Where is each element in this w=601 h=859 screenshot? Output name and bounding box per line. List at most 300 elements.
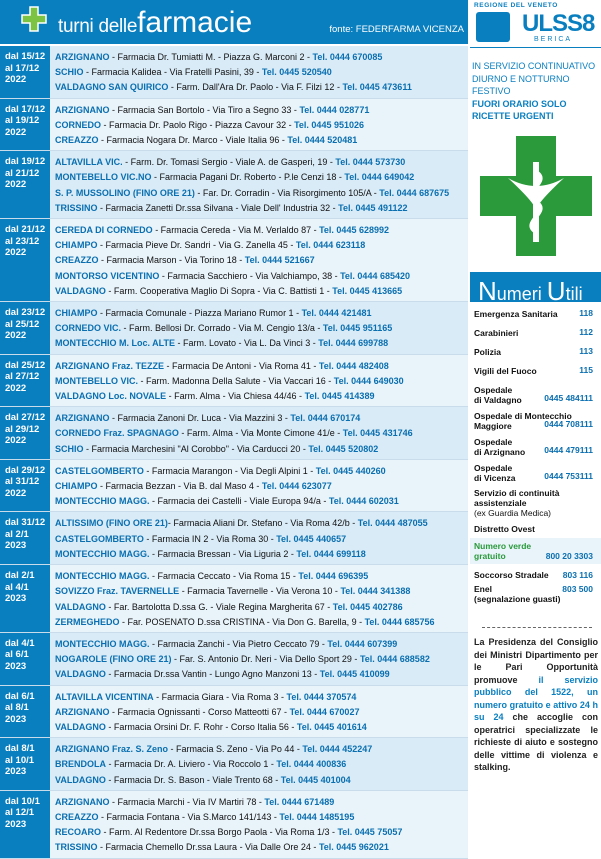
pharmacy-tel: Tel. 0444 452247 [302,744,373,755]
pharmacy-line [55,494,468,509]
pharmacy-line [55,155,468,170]
pharmacy-tel: Tel. 0445 431746 [342,428,413,439]
turno-pharmacies [50,460,468,512]
pharmacy-line [55,238,468,253]
pharmacy-info: - Farmacia Giara - Via Roma 3 - [153,691,287,702]
pharmacy-tel: Tel. 0444 1485195 [279,811,355,822]
pharmacy-tel: Tel. 0444 400836 [276,759,347,770]
turno-pharmacies [50,151,468,218]
turni-list [0,46,468,859]
pharmacy-line [55,442,468,457]
turno-pharmacies [50,219,468,301]
pharmacy-info: - Farmacia Marchi - Via IV Martiri 78 - [109,796,265,807]
turno-date [0,151,50,218]
pharmacy-info: - Farm. Al Redentore Dr.ssa Borgo Paola - Via Roma 1/3 - [101,827,338,838]
pharmacy-info: - Farmacia Marchesini "Al Corobbo" - Via Carducci 20 - [83,443,309,454]
pharmacy-tel: Tel. 0445 440657 [276,533,347,544]
pharmacy-town: CASTELGOMBERTO [55,465,144,476]
pharmacy-town: MONTEBELLO VIC. [55,375,138,386]
pharmacy-info: - Farmacia Dr.ssa Vantin - Lungo Agno Manzoni 13 - [105,669,320,680]
pharmacy-info: - Farmacia Bressan - Via Liguria 2 - [149,548,297,559]
pharmacy-tel: Tel. 0444 670174 [290,413,361,424]
pharmacy-line [55,223,468,238]
pharmacy-line [55,757,468,772]
turno-date [0,355,50,407]
date-line: 2023 [5,766,27,778]
pharmacy-info: - Farmacia Kalidea - Via Fratelli Pasini, 39 - [83,67,262,78]
pharmacy-tel: Tel. 0445 414389 [304,391,375,402]
date-line: 2023 [5,660,27,672]
pharmacy-tel: Tel. 0444 482408 [318,360,389,371]
ospedale-item: Ospedale di Arzignano 0444 479111 [474,437,593,457]
date-line: dal 17/12 [5,103,46,115]
pharmacy-tel: Tel. 0444 699788 [318,338,389,349]
pharmacy-tel: Tel. 0445 413665 [332,285,403,296]
pharmacy-tel: Tel. 0444 341388 [340,586,411,597]
pharmacy-tel: Tel. 0445 951165 [322,323,393,334]
turno-pharmacies [50,686,468,738]
date-line: al 4/1 [5,581,29,593]
date-line: al 17/12 [5,62,40,74]
turno-row [0,460,468,513]
pharmacy-tel: Tel. 0444 649042 [344,172,415,183]
pharmacy-line [55,810,468,825]
turno-date [0,686,50,738]
pharmacy-tel: Tel. 0444 688582 [359,654,430,665]
date-line: dal 31/12 [5,517,46,529]
pharmacy-town: TRISSINO [55,202,98,213]
ulss-logo [470,0,601,48]
pharmacy-line [55,569,468,584]
date-line: dal 19/12 [5,156,46,168]
soccorso-item: Soccorso Stradale 803 116 [474,570,593,580]
turno-date [0,302,50,354]
turno-date [0,512,50,564]
pharmacy-tel: Tel. 0445 401004 [280,774,351,785]
numero-verde-item: Numero verde gratuito 800 20 3303 [470,538,601,564]
date-line: dal 2/1 [5,570,35,582]
pharmacy-info: - Farmacia Zanchi - Via Pietro Ceccato 79 - [149,638,328,649]
pharmacy-tel: Tel. 0444 573730 [335,157,406,168]
turno-pharmacies [50,738,468,790]
turno-row [0,302,468,355]
pharmacy-line [55,795,468,810]
date-line: al 27/12 [5,371,40,383]
pharmacy-town: CREAZZO [55,255,99,266]
pharmacy-line [55,65,468,80]
enel-item: Enel (segnalazione guasti) 803 500 [474,584,593,604]
pharmacy-line [55,464,468,479]
pharmacy-line [55,118,468,133]
page-title: turni dellefarmacie [58,6,253,39]
numero-item: Emergenza Sanitaria 118 [474,308,593,319]
numero-item: Polizia 113 [474,346,593,357]
pharmacy-town: CHIAMPO [55,240,98,251]
date-line: al 23/12 [5,235,40,247]
pharmacy-info: - Farmacia Chemello Dr.ssa Laura - Via Dalle Ore 24 - [97,842,319,853]
pharmacy-line [55,690,468,705]
pharmacy-line [55,306,468,321]
pharmacy-info: - Farmacia Zanoni Dr. Luca - Via Mazzini 3 - [109,413,291,424]
divider [482,627,592,628]
pharmacy-line [55,637,468,652]
pharmacy-tel: Tel. 0445 962021 [318,842,389,853]
pharmacy-town: SCHIO [55,443,84,454]
pharmacy-info: - Farm. Cooperativa Maglio Di Sopra - Via C. Battisti 1 - [105,285,333,296]
pharmacy-info: - Farmacia San Bortolo - Via Tiro a Segno 33 - [109,104,300,115]
date-line: 2022 [5,74,27,85]
pharmacy-town: CASTELGOMBERTO [55,533,144,544]
pharmacy-info: - Farmacia Comunale - Piazza Mariano Rumor 1 - [97,308,302,319]
pharmacy-town: CEREDA DI CORNEDO [55,225,153,236]
pharmacy-tel: Tel. 0445 402786 [332,601,403,612]
pharmacy-town: ARZIGNANO [55,52,110,62]
pharmacy-tel: Tel. 0444 520481 [287,135,358,146]
pharmacy-town: VALDAGNO [55,774,106,785]
pharmacy-town: SOVIZZO Fraz. TAVERNELLE [55,586,180,597]
pharmacy-town: VALDAGNO [55,669,106,680]
pharmacy-tel: Tel. 0444 421481 [301,308,372,319]
pharmacy-town: MONTECCHIO MAGG. [55,638,150,649]
date-line: dal 27/12 [5,412,46,424]
caduceus-cross-icon [478,132,594,260]
date-line: 2022 [5,330,27,342]
pharmacy-tel: Tel. 0444 696395 [298,571,369,582]
date-line: dal 8/1 [5,743,35,755]
turno-row [0,738,468,791]
numero-item: Carabinieri 112 [474,327,593,338]
pharmacy-info: - Far. POSENATO D.ssa CRISTINA - Via Don G. Barella, 9 - [119,616,365,627]
sidebar [470,0,601,772]
pharmacy-town: ZERMEGHEDO [55,616,120,627]
turno-row [0,151,468,219]
date-line: al 31/12 [5,476,40,488]
pharmacy-town: CHIAMPO [55,308,98,319]
pharmacy-town: VALDAGNO SAN QUIRICO [55,82,169,93]
pharmacy-tel: Tel. 0444 671489 [264,796,335,807]
pharmacy-info: - Farmacia Sacchiero - Via Valchiampo, 38 - [159,270,341,281]
pharmacy-line [55,133,468,148]
pharmacy-tel: Tel. 0444 699118 [296,548,366,559]
service-info [472,60,601,123]
pharmacy-info: - Farmacia Marson - Via Torino 18 - [98,255,245,266]
date-line: 2022 [5,179,27,191]
pharmacy-town: MONTECCHIO M. Loc. ALTE [55,338,175,349]
pharmacy-line [55,80,468,95]
service-line: DIURNO E NOTTURNO [472,73,570,84]
pharmacy-info: - Farm. Alma - Via Monte Cimone 41/e - [178,428,343,439]
pharmacy-info: - Farmacia Nogara Dr. Marco - Viale Italia 96 - [98,135,288,146]
turno-pharmacies [50,355,468,407]
pharmacy-tel: Tel. 0445 440260 [315,465,386,476]
pharmacy-cross-icon [20,5,48,33]
pharmacy-line [55,584,468,599]
pharmacy-tel: Tel. 0445 520540 [261,67,332,78]
pharmacy-info: - Farm. Madonna Della Salute - Via Vaccari 16 - [138,375,334,386]
pharmacy-town: MONTECCHIO MAGG. [55,571,150,582]
pharmacy-info: - Farm. Bellosi Dr. Corrado - Via M. Cengio 13/a - [121,323,323,334]
pharmacy-tel: Tel. 0444 623118 [295,240,366,251]
pharmacy-tel: Tel. 0445 628992 [319,225,389,236]
date-line: dal 6/1 [5,690,35,702]
service-line: IN SERVIZIO CONTINUATIVO [472,61,596,71]
pharmacy-town: ALTISSIMO (FINO ORE 21) [55,518,168,529]
date-line: dal 21/12 [5,224,46,236]
turno-pharmacies [50,633,468,685]
date-line: 2023 [5,593,27,605]
pharmacy-town: SCHIO [55,67,84,78]
pharmacy-info: - Farmacia Pagani Dr. Roberto - P.le Cenzi 18 - [151,172,345,183]
pharmacy-tel: Tel. 0445 520802 [308,443,379,454]
pharmacy-line [55,705,468,720]
pharmacy-line [55,201,468,216]
pharmacy-town: S. P. MUSSOLINO (FINO ORE 21) [55,187,195,198]
date-line: 2022 [5,382,27,394]
pharmacy-info: - Farm. Dr. Tomasi Sergio - Viale A. de Gasperi, 19 - [122,157,336,168]
pharmacy-info: - Farmacia De Antoni - Via Roma 41 - [164,360,319,371]
distretto-item: Distretto Ovest [474,524,535,534]
pharmacy-town: CORNEDO VIC. [55,323,122,334]
pharmacy-town: CHIAMPO [55,481,98,492]
pharmacy-line [55,170,468,185]
date-line: 2023 [5,818,27,830]
pharmacy-info: - Farmacia Fontana - Via S.Marco 141/143 - [98,811,280,822]
date-line: dal 15/12 [5,51,46,62]
turno-row [0,46,468,99]
pharmacy-info: - Farmacia Marangon - Via Degli Alpini 1 - [143,465,316,476]
pharmacy-info: - Farmacia Pieve Dr. Sandri - Via G. Zanella 45 - [97,240,296,251]
turno-pharmacies [50,46,468,98]
pharmacy-town: CREAZZO [55,135,99,146]
date-line: 2022 [5,247,27,259]
pharmacy-town: CORNEDO [55,119,102,130]
turno-row [0,355,468,408]
pharmacy-info: - Farm. Dall'Ara Dr. Paolo - Via F. Filzi 12 - [168,82,343,93]
pharmacy-line [55,426,468,441]
numero-item: Vigili del Fuoco 115 [474,365,593,376]
pharmacy-line [55,253,468,268]
pharmacy-info: - Far. Bartolotta D.ssa G. - Viale Regina Margherita 67 - [105,601,333,612]
pharmacy-tel: Tel. 0444 521667 [244,255,315,266]
pharmacy-line [55,516,468,531]
pharmacy-info: - Farmacia Aliani Dr. Stefano - Via Roma 42/b - [167,518,358,529]
turno-date [0,99,50,151]
pharmacy-line [55,374,468,389]
date-line: al 25/12 [5,318,40,330]
date-line: 2023 [5,540,27,552]
date-line: 2022 [5,487,27,499]
pharmacy-tel: Tel. 0444 487055 [357,518,428,529]
pharmacy-tel: Tel. 0444 670085 [312,52,383,62]
pharmacy-info: - Far. S. Antonio Dr. Neri - Via Dello Sport 29 - [171,654,360,665]
pharmacy-info: - Farmacia Zanetti Dr.ssa Silvana - Viale Dell' Industria 32 - [97,202,339,213]
pharmacy-line [55,667,468,682]
turno-row [0,512,468,565]
pharmacy-line [55,103,468,118]
pharmacy-info: - Farmacia Dr. A. Liviero - Via Roccolo 1 - [106,759,277,770]
pharmacy-info: - Farmacia Bezzan - Via B. dal Maso 4 - [97,481,262,492]
pharmacy-tel: Tel. 0445 473611 [342,82,412,93]
pharmacy-line [55,186,468,201]
turno-row [0,99,468,152]
pharmacy-info: - Farmacia Dr. S. Bason - Viale Trento 68 - [105,774,281,785]
pharmacy-line [55,479,468,494]
date-line: al 8/1 [5,702,29,714]
pharmacy-town: VALDAGNO Loc. NOVALE [55,391,167,402]
pharmacy-tel: Tel. 0445 410099 [319,669,390,680]
pharmacy-tel: Tel. 0444 687675 [379,187,450,198]
pharmacy-info: - Farmacia Cereda - Via M. Verlaldo 87 - [152,225,320,236]
pharmacy-line [55,840,468,855]
turno-pharmacies [50,99,468,151]
pharmacy-info: - Farmacia Dr. Paolo Rigo - Piazza Cavour 32 - [101,119,295,130]
pharmacy-line [55,742,468,757]
pharmacy-info: - Farmacia Ceccato - Via Roma 15 - [149,571,299,582]
pharmacy-info: - Farmacia Tavernelle - Via Verona 10 - [179,586,341,597]
pharmacy-tel: Tel. 0444 685756 [364,616,435,627]
pharmacy-town: MONTEBELLO VIC.NO [55,172,152,183]
pharmacy-town: VALDAGNO [55,601,106,612]
turno-pharmacies [50,791,468,858]
seal-icon [476,12,510,42]
pharmacy-tel: Tel. 0445 491122 [338,202,408,213]
source-label: fonte: FEDERFARMA VICENZA [329,24,464,35]
pharmacy-tel: Tel. 0444 670027 [289,706,360,717]
pharmacy-town: NOGAROLE (FINO ORE 21) [55,654,172,665]
pharmacy-line [55,615,468,630]
turno-row [0,565,468,633]
pharmacy-line [55,321,468,336]
date-line: al 6/1 [5,649,29,661]
pharmacy-line [55,547,468,562]
pharmacy-line [55,773,468,788]
pharmacy-line [55,532,468,547]
pharmacy-town: ARZIGNANO [55,413,110,424]
pharmacy-tel: Tel. 0444 649030 [333,375,404,386]
pharmacy-tel: Tel. 0444 370574 [286,691,357,702]
pharmacy-info: - Farmacia IN 2 - Via Roma 30 - [143,533,277,544]
date-line: al 2/1 [5,528,29,540]
header-bar [0,0,468,44]
turno-pharmacies [50,565,468,632]
berica-label: BERICA [534,36,573,43]
date-line: dal 25/12 [5,359,46,371]
pharmacy-info: - Far. Dr. Corradin - Via Risorgimento 105/A - [194,187,380,198]
date-line: dal 4/1 [5,637,35,649]
turno-row [0,791,468,859]
pharmacy-town: TRISSINO [55,842,98,853]
pharmacy-info: - Farm. Alma - Via Chiesa 44/46 - [166,391,305,402]
pharmacy-info: - Farmacia Dr. Tumiatti M. - Piazza G. Marconi 2 - [109,52,313,62]
pharmacy-line [55,600,468,615]
pharmacy-town: ARZIGNANO [55,706,110,717]
date-line: al 12/1 [5,807,35,819]
pharmacy-town: RECOARO [55,827,102,838]
pharmacy-info: - Farmacia Orsini Dr. F. Rohr - Corso Italia 56 - [105,721,297,732]
date-line: 2023 [5,713,27,725]
pharmacy-tel: Tel. 0444 623077 [261,481,332,492]
date-line: dal 23/12 [5,307,46,319]
pharmacy-town: ARZIGNANO Fraz. TEZZE [55,360,165,371]
turno-row [0,633,468,686]
pharmacy-line [55,720,468,735]
numeri-list [470,304,601,608]
turno-date [0,633,50,685]
pharmacy-tel: Tel. 0444 028771 [299,104,370,115]
pharmacy-town: ARZIGNANO [55,796,110,807]
date-line: 2022 [5,435,27,447]
notice-1522: La Presidenza del Consiglio dei Ministri Dipartimento per le Pari Opportunità promuove il servizio pubblico del 1522, un numero gratuito e attivo 24 h su 24 che accoglie con operatrici specializzate le richieste di aiuto e sostegno delle vittime di violenza e stalking. [474,637,599,772]
ospedale-item: Ospedale di Montecchio Maggiore 0444 708111 [474,411,593,431]
date-line: al 19/12 [5,115,40,127]
pharmacy-town: VALDAGNO [55,285,106,296]
pharmacy-tel: Tel. 0444 602031 [328,496,399,507]
turno-date [0,460,50,512]
pharmacy-info: - Farm. Lovato - Via L. Da Vinci 3 - [175,338,319,349]
pharmacy-line [55,284,468,299]
pharmacy-town: ALTAVILLA VIC. [55,157,123,168]
pharmacy-line [55,336,468,351]
pharmacy-town: ARZIGNANO [55,104,110,115]
date-line: 2022 [5,126,27,138]
service-hl: RICETTE URGENTI [472,111,554,121]
numeri-utili-title: Numeri Utili [470,272,601,302]
pharmacy-town: CORNEDO Fraz. SPAGNAGO [55,428,179,439]
pharmacy-town: CREAZZO [55,811,99,822]
pharmacy-tel: Tel. 0445 401614 [296,721,367,732]
turno-pharmacies [50,407,468,459]
pharmacy-line [55,652,468,667]
pharmacy-line [55,389,468,404]
pharmacy-line [55,825,468,840]
ospedale-item: Ospedale di Vicenza 0444 753111 [474,463,593,483]
turno-date [0,738,50,790]
turno-date [0,407,50,459]
turno-pharmacies [50,512,468,564]
pharmacy-town: BRENDOLA [55,759,106,770]
turno-date [0,219,50,301]
pharmacy-town: VALDAGNO [55,721,106,732]
pharmacy-line [55,269,468,284]
pharmacy-tel: Tel. 0445 951026 [294,119,364,130]
continuita-item: Servizio di continuità assistenziale (ex Guardia Medica) [474,488,560,518]
ospedale-item: Ospedale di Valdagno 0445 484111 [474,385,593,405]
pharmacy-tel: Tel. 0445 75057 [337,827,403,838]
pharmacy-tel: Tel. 0444 607399 [327,638,398,649]
pharmacy-info: - Farmacia S. Zeno - Via Po 44 - [168,744,303,755]
turno-date [0,791,50,858]
pharmacy-line [55,50,468,65]
pharmacy-town: ARZIGNANO Fraz. S. Zeno [55,744,169,755]
pharmacy-info: - Farmacia dei Castelli - Viale Europa 94/a - [149,496,329,507]
pharmacy-tel: Tel. 0444 685420 [340,270,410,281]
pharmacy-town: MONTECCHIO MAGG. [55,496,150,507]
pharmacy-line [55,359,468,374]
service-line: FESTIVO [472,86,511,96]
pharmacy-line [55,411,468,426]
turno-row [0,686,468,739]
pharmacy-town: MONTORSO VICENTINO [55,270,160,281]
date-line: dal 29/12 [5,464,46,476]
regione-label: REGIONE DEL VENETO [474,2,558,9]
turno-row [0,219,468,302]
pharmacy-town: MONTECCHIO MAGG. [55,548,150,559]
turno-date [0,46,50,98]
date-line: al 29/12 [5,423,40,435]
pharmacy-town: ALTAVILLA VICENTINA [55,691,154,702]
turno-date [0,565,50,632]
date-line: al 21/12 [5,167,40,179]
